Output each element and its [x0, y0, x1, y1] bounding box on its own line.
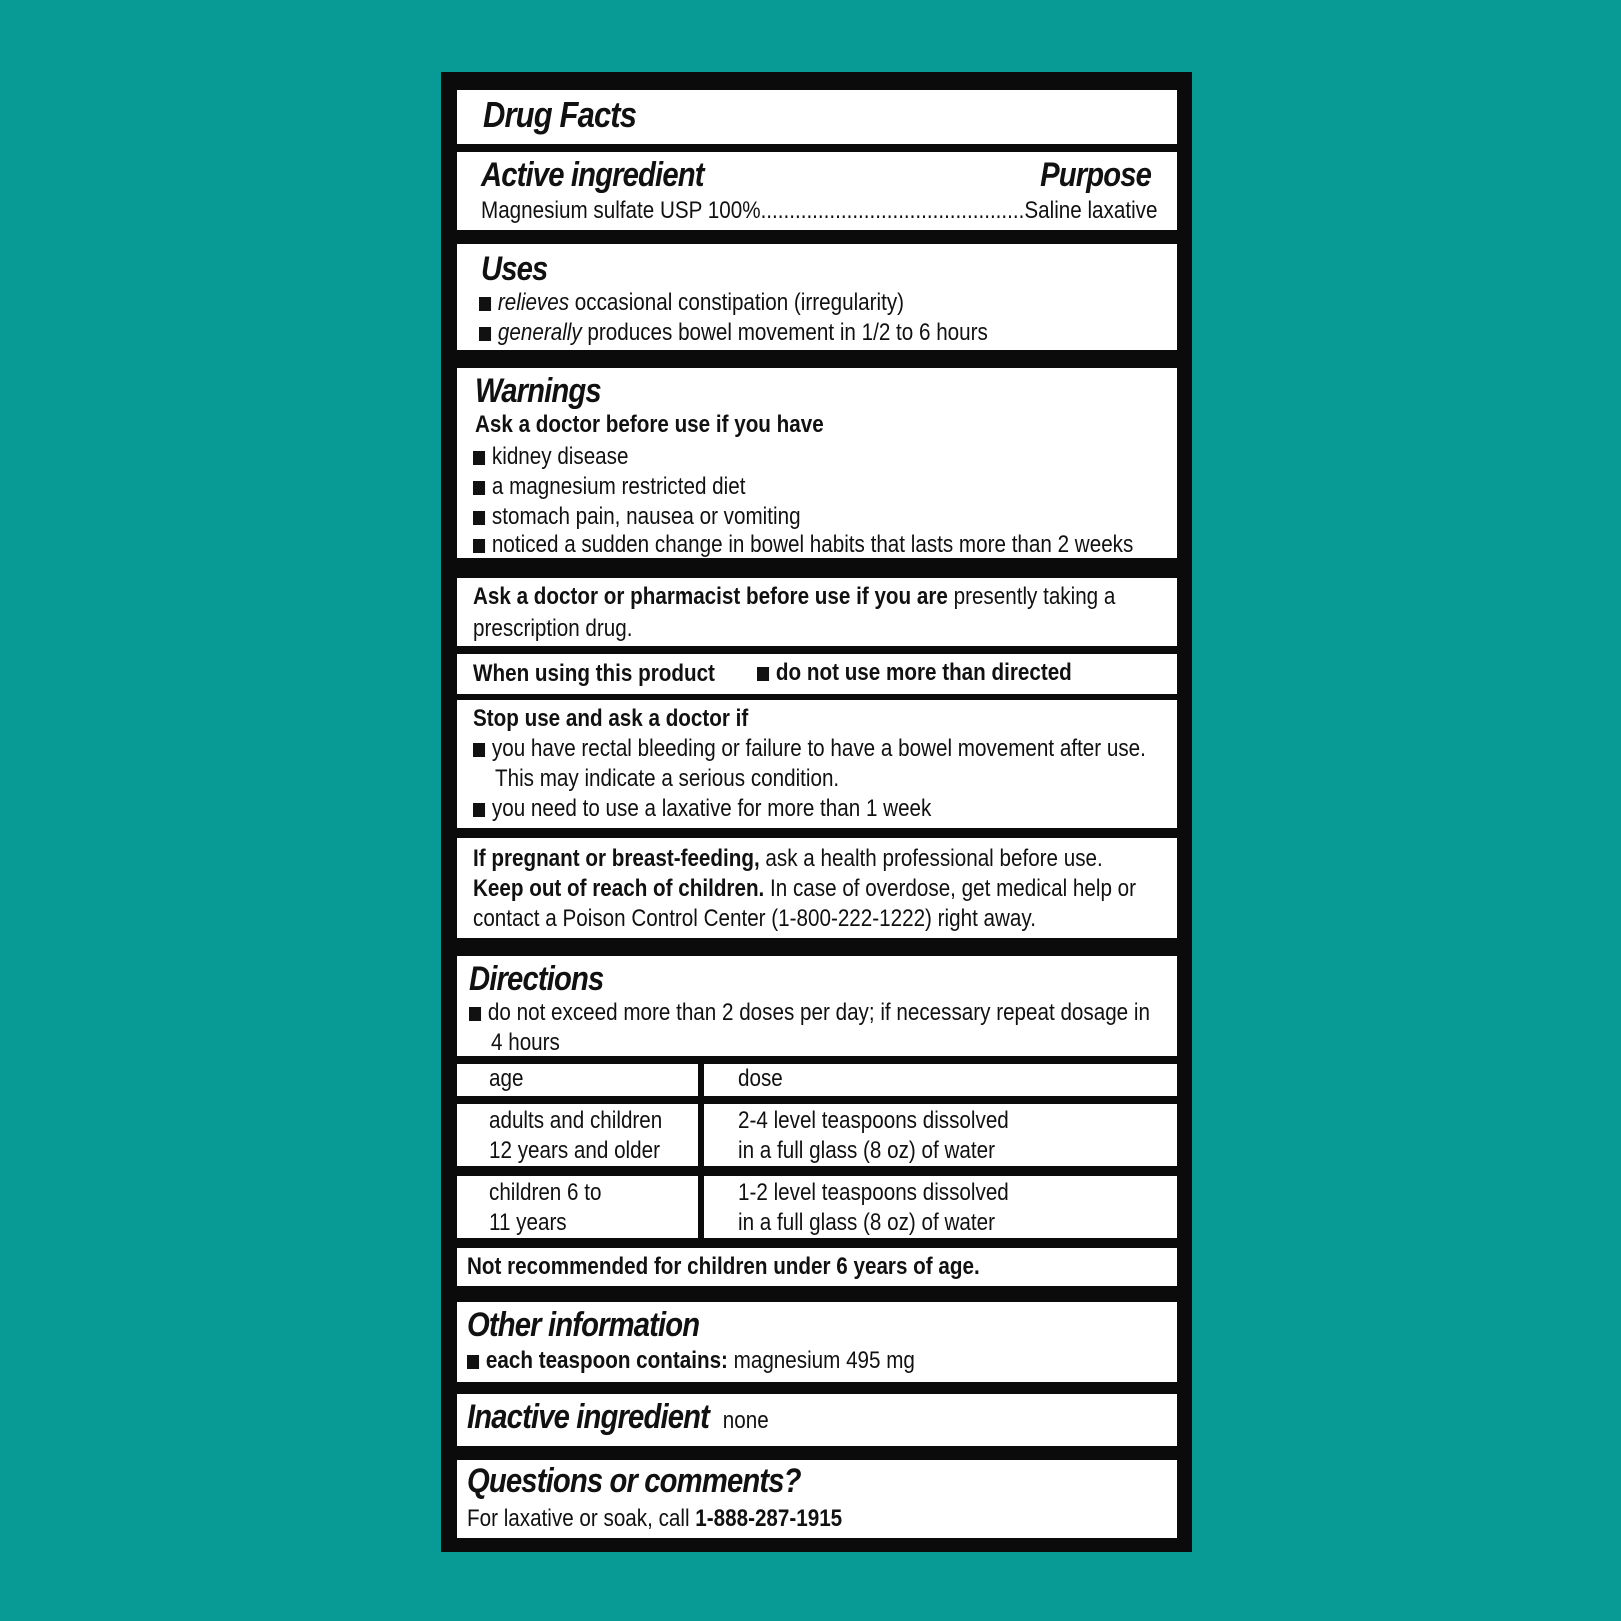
questions-panel — [457, 1460, 1177, 1538]
questions-contact-line: For laxative or soak, call 1-888-287-1915 — [467, 1505, 843, 1532]
drug-facts-label — [441, 72, 1192, 1552]
purpose-heading: Purpose — [1040, 156, 1151, 194]
directions-item: do not exceed more than 2 doses per day; if necessary repeat dosage in — [469, 998, 1150, 1028]
bullet-square-icon — [473, 743, 485, 757]
questions-heading: Questions or comments? — [467, 1462, 801, 1500]
uses-heading: Uses — [481, 250, 548, 288]
table-row-age: adults and children 12 years and older — [457, 1104, 698, 1166]
other-information-panel — [457, 1302, 1177, 1382]
uses-panel — [457, 244, 1177, 350]
ask-doctor-heading: Ask a doctor before use if you have — [475, 411, 824, 438]
bullet-square-icon — [473, 803, 485, 817]
active-ingredient-line — [481, 196, 1157, 226]
bullet-square-icon — [473, 511, 485, 525]
directions-panel — [457, 956, 1177, 1056]
title-panel — [457, 90, 1177, 144]
bullet-square-icon — [473, 481, 485, 495]
inactive-ingredient-heading: Inactive ingredient — [467, 1398, 710, 1436]
bullet-square-icon — [473, 539, 485, 553]
inactive-ingredient-panel — [457, 1394, 1177, 1446]
ask-pharmacist-panel — [457, 578, 1177, 646]
warnings-heading: Warnings — [475, 372, 601, 410]
inactive-ingredient-line — [467, 1398, 769, 1437]
active-ingredient-heading: Active ingredient — [481, 156, 704, 194]
dot-leader: .............................................. — [760, 197, 1025, 224]
warning-item: noticed a sudden change in bowel habits that lasts more than 2 weeks — [473, 530, 1133, 558]
pregnant-panel — [457, 838, 1177, 938]
when-using-heading: When using this product — [473, 660, 715, 687]
table-header-dose: dose — [704, 1064, 1177, 1096]
warning-item: a magnesium restricted diet — [473, 472, 745, 502]
bullet-square-icon — [473, 451, 485, 465]
directions-item-continued: 4 hours — [491, 1029, 560, 1056]
inactive-ingredient-value: none — [722, 1407, 769, 1434]
other-information-heading: Other information — [467, 1306, 700, 1344]
ask-pharmacist-line-2: prescription drug. — [473, 615, 633, 642]
other-information-item: each teaspoon contains: magnesium 495 mg — [467, 1346, 915, 1376]
table-row-age: children 6 to 11 years — [457, 1176, 698, 1238]
bullet-square-icon — [469, 1007, 481, 1021]
active-ingredient-panel — [457, 152, 1177, 230]
not-recommended-note: Not recommended for children under 6 years of age. — [467, 1253, 980, 1280]
bullet-square-icon — [467, 1355, 479, 1369]
stop-use-item: you need to use a laxative for more than 1 week — [473, 794, 931, 824]
stop-use-panel — [457, 700, 1177, 828]
when-using-panel — [457, 654, 1177, 694]
warnings-panel — [457, 368, 1177, 558]
uses-item: relieves occasional constipation (irregularity) — [479, 288, 904, 318]
when-using-item: do not use more than directed — [757, 658, 1072, 688]
bullet-square-icon — [479, 327, 491, 341]
poison-control-line: contact a Poison Control Center (1-800-222-1222) right away. — [473, 905, 1036, 932]
drug-facts-title: Drug Facts — [483, 94, 637, 135]
not-recommended-panel — [457, 1248, 1177, 1286]
bullet-square-icon — [479, 297, 491, 311]
warning-item: kidney disease — [473, 442, 628, 472]
purpose-value: Saline laxative — [1024, 197, 1158, 224]
questions-phone: 1-888-287-1915 — [695, 1505, 843, 1532]
table-header-age: age — [457, 1064, 698, 1096]
keep-out-line: Keep out of reach of children. In case of overdose, get medical help or — [473, 875, 1137, 902]
uses-item: generally produces bowel movement in 1/2 to 6 hours — [479, 318, 988, 348]
stop-use-item-continued: This may indicate a serious condition. — [495, 765, 840, 792]
ingredient-name: Magnesium sulfate USP 100% — [481, 197, 761, 224]
warning-item: stomach pain, nausea or vomiting — [473, 502, 801, 532]
pregnant-line: If pregnant or breast-feeding, ask a health professional before use. — [473, 845, 1103, 872]
stop-use-heading: Stop use and ask a doctor if — [473, 705, 749, 732]
stop-use-item: you have rectal bleeding or failure to have a bowel movement after use. — [473, 734, 1146, 764]
directions-heading: Directions — [469, 960, 604, 998]
table-row-dose: 1-2 level teaspoons dissolved in a full glass (8 oz) of water — [704, 1176, 1177, 1238]
table-row-dose: 2-4 level teaspoons dissolved in a full glass (8 oz) of water — [704, 1104, 1177, 1166]
bullet-square-icon — [757, 667, 769, 681]
ask-pharmacist-line: Ask a doctor or pharmacist before use if you are presently taking a — [473, 583, 1116, 610]
